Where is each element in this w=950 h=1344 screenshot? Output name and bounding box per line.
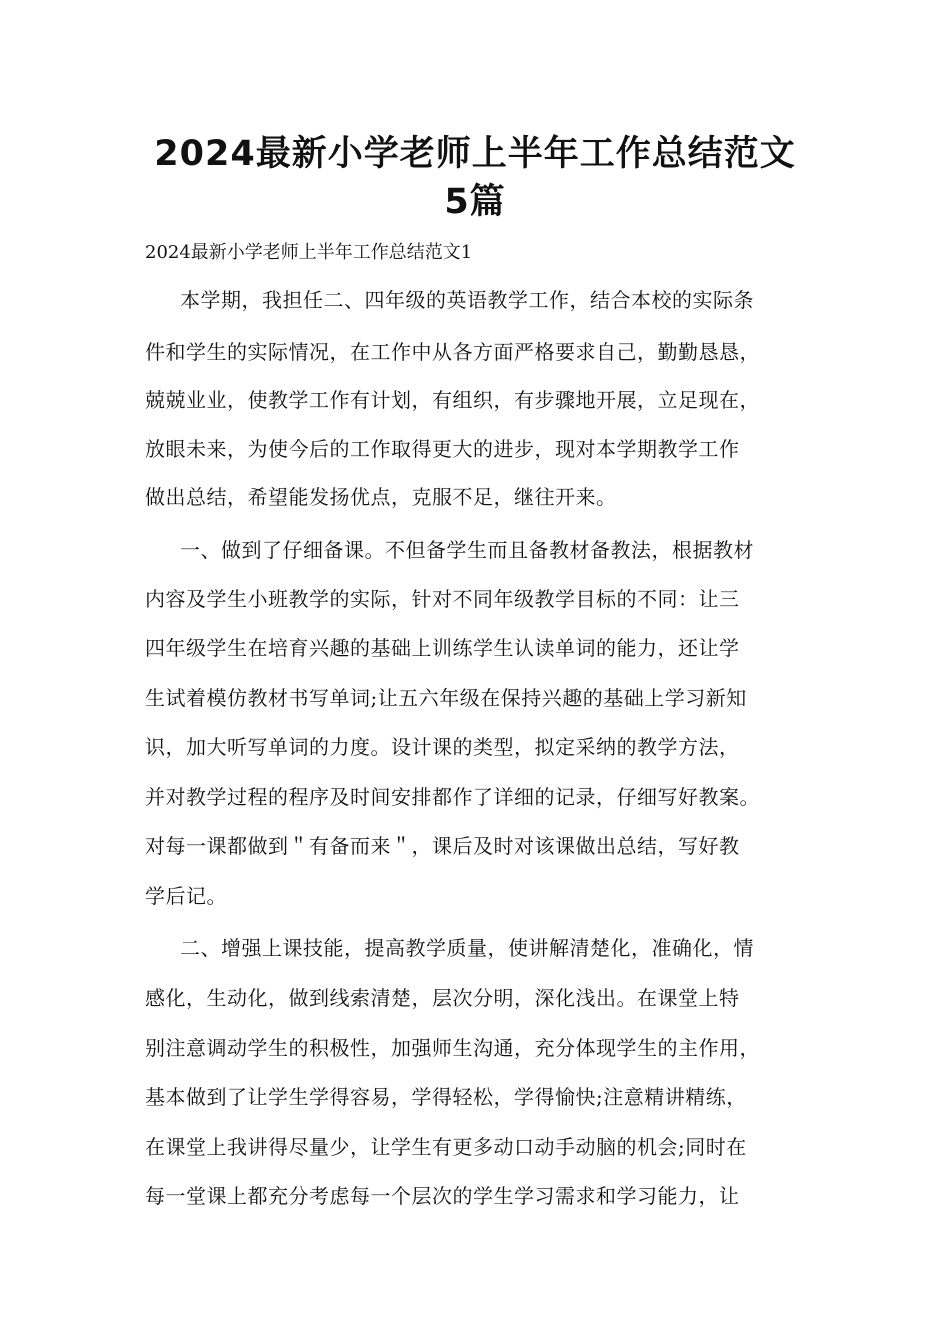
body-line: 件和学生的实际情况，在工作中从各方面严格要求自己，勤勤恳恳， [145,340,760,364]
section-subtitle: 2024最新小学老师上半年工作总结范文1 [145,242,473,263]
body-line: 放眼未来，为使今后的工作取得更大的进步，现对本学期教学工作 [145,437,740,461]
body-line: 每一堂课上都充分考虑每一个层次的学生学习需求和学习能力，让 [145,1184,740,1208]
body-line: 学后记。 [145,884,227,908]
body-line: 本学期，我担任二、四年级的英语教学工作，结合本校的实际条 [180,288,754,312]
document-title-line-1: 2024最新小学老师上半年工作总结范文 [154,134,796,174]
body-line: 内容及学生小班教学的实际，针对不同年级教学目标的不同：让三 [145,587,740,611]
body-line: 生试着模仿教材书写单词;让五六年级在保持兴趣的基础上学习新知 [145,686,747,710]
body-line: 做出总结，希望能发扬优点，克服不足，继往开来。 [145,485,617,509]
body-line: 在课堂上我讲得尽量少，让学生有更多动口动手动脑的机会;同时在 [145,1135,747,1159]
body-line: 四年级学生在培育兴趣的基础上训练学生认读单词的能力，还让学 [145,636,740,660]
body-line: 对每一课都做到＂有备而来＂，课后及时对该课做出总结，写好教 [145,834,740,858]
body-line: 识，加大听写单词的力度。设计课的类型，拟定采纳的教学方法， [145,735,740,759]
body-line: 兢兢业业，使教学工作有计划，有组织，有步骤地开展，立足现在， [145,388,760,412]
body-line: 一、做到了仔细备课。不但备学生而且备教材备教法，根据教材 [180,538,754,562]
body-line: 感化，生动化，做到线索清楚，层次分明，深化浅出。在课堂上特 [145,986,740,1010]
body-line: 二、增强上课技能，提高教学质量，使讲解清楚化，准确化，情 [180,936,754,960]
document-title-line-2: 5篇 [444,182,506,222]
body-line: 并对教学过程的程序及时间安排都作了详细的记录，仔细写好教案。 [145,785,760,809]
body-line: 别注意调动学生的积极性，加强师生沟通，充分体现学生的主作用， [145,1036,760,1060]
body-line: 基本做到了让学生学得容易，学得轻松，学得愉快;注意精讲精练， [145,1085,747,1109]
